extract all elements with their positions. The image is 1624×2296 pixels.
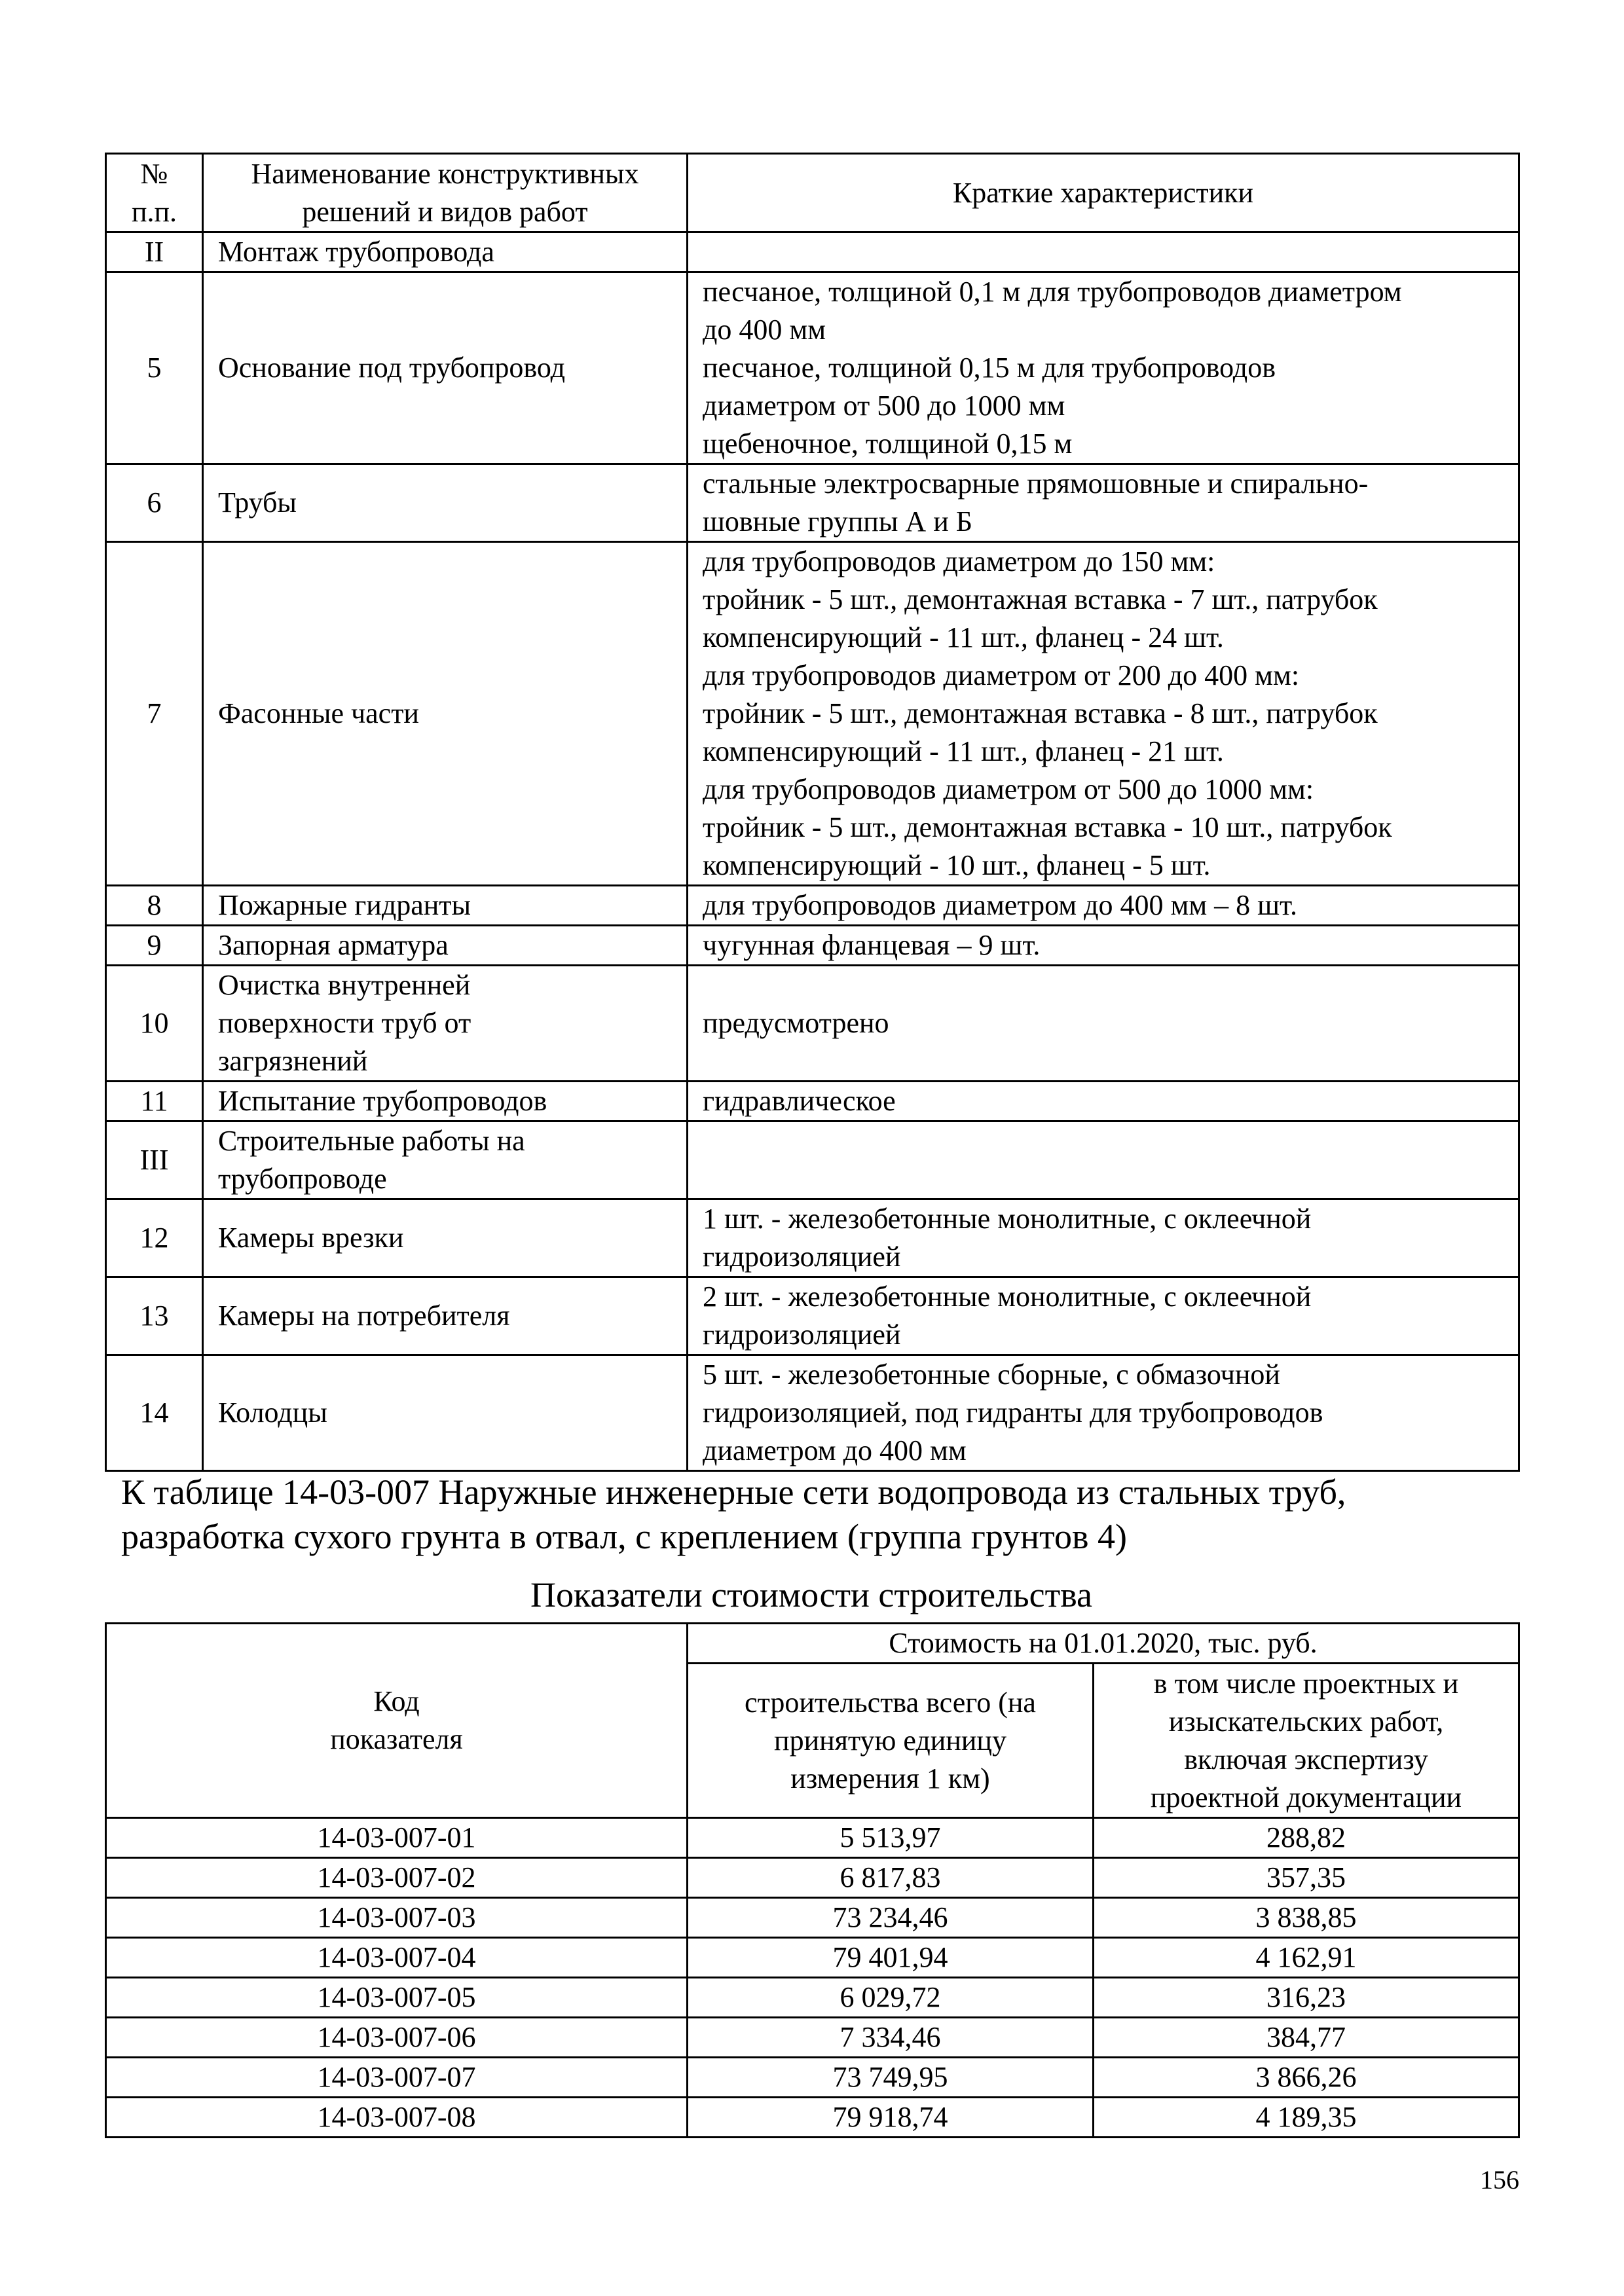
spec-row-desc [688, 272, 1519, 464]
spec-row-desc [688, 1121, 1519, 1199]
cell-line: песчаное, толщиной 0,15 м для трубопроводов [703, 352, 1276, 384]
header-text: строительства всего (на [745, 1686, 1036, 1719]
cell-line: Камеры врезки [218, 1222, 404, 1254]
cost-cell-code: 14-03-007-03 [106, 1898, 688, 1938]
header-text: проектной документации [1150, 1781, 1462, 1813]
cell-line: Основание под трубопровод [218, 352, 565, 384]
spec-row-name [203, 1199, 688, 1277]
cost-cell-design: 288,82 [1094, 1818, 1519, 1858]
cost-cell-design: 357,35 [1094, 1858, 1519, 1898]
spec-row [106, 1199, 1519, 1277]
cost-header-design [1094, 1664, 1519, 1818]
header-text: принятую единицу [774, 1724, 1006, 1757]
cost-cell-total: 79 918,74 [688, 2098, 1094, 2138]
header-text: № [140, 157, 168, 190]
cell-line: компенсирующий - 11 шт., фланец - 24 шт. [703, 621, 1224, 653]
spec-row-num: 9 [106, 926, 203, 966]
cost-cell-design: 3 866,26 [1094, 2058, 1519, 2098]
spec-row-num: 11 [106, 1082, 203, 1121]
cost-cell-code: 14-03-007-06 [106, 2018, 688, 2058]
cost-cell-code: 14-03-007-07 [106, 2058, 688, 2098]
cost-cell-total: 6 817,83 [688, 1858, 1094, 1898]
cost-row [106, 1858, 1519, 1898]
header-text: показателя [330, 1723, 463, 1755]
header-text: изыскательских работ, [1168, 1705, 1444, 1738]
cell-line: гидравлическое [703, 1085, 896, 1117]
cell-line: трубопроводе [218, 1163, 387, 1195]
cell-line: 2 шт. - железобетонные монолитные, с оклеечной [703, 1281, 1312, 1313]
cost-table-caption: Показатели стоимости строительства [530, 1575, 1092, 1614]
cost-cell-total: 79 401,94 [688, 1938, 1094, 1978]
spec-header-name [203, 154, 688, 232]
cost-header-total [688, 1664, 1094, 1818]
cell-line: стальные электросварные прямошовные и спирально- [703, 467, 1369, 500]
cost-row [106, 2018, 1519, 2058]
spec-row-name [203, 1082, 688, 1121]
cell-line: песчаное, толщиной 0,1 м для трубопроводов диаметром [703, 276, 1402, 308]
spec-row-name [203, 926, 688, 966]
cell-line: для трубопроводов диаметром до 150 мм: [703, 545, 1215, 577]
cell-line: тройник - 5 шт., демонтажная вставка - 7 шт., патрубок [703, 583, 1378, 615]
cost-cell-total: 73 234,46 [688, 1898, 1094, 1938]
cell-line: 1 шт. - железобетонные монолитные, с оклеечной [703, 1203, 1312, 1235]
cell-line: Пожарные гидранты [218, 889, 471, 921]
spec-row-name [203, 1277, 688, 1355]
spec-row-desc [688, 926, 1519, 966]
spec-row [106, 926, 1519, 966]
cell-line: тройник - 5 шт., демонтажная вставка - 8 шт., патрубок [703, 697, 1378, 729]
spec-row [106, 966, 1519, 1082]
cell-line: тройник - 5 шт., демонтажная вставка - 10 шт., патрубок [703, 811, 1392, 843]
spec-row-num: 7 [106, 542, 203, 886]
spec-row-num: 14 [106, 1355, 203, 1471]
header-text: п.п. [131, 195, 177, 228]
spec-header-row [106, 154, 1519, 232]
spec-row [106, 1277, 1519, 1355]
spec-row-name [203, 464, 688, 542]
spec-row-name [203, 1355, 688, 1471]
cell-line: компенсирующий - 11 шт., фланец - 21 шт. [703, 735, 1224, 767]
spec-header-num [106, 154, 203, 232]
cost-cell-total: 6 029,72 [688, 1978, 1094, 2018]
cell-line: загрязнений [218, 1045, 368, 1077]
header-text: Код [373, 1685, 420, 1717]
cost-cell-design: 4 189,35 [1094, 2098, 1519, 2138]
cell-line: диаметром от 500 до 1000 мм [703, 390, 1065, 422]
page-number: 156 [1480, 2165, 1519, 2195]
cell-line: чугунная фланцевая – 9 шт. [703, 929, 1041, 961]
cost-header-group: Стоимость на 01.01.2020, тыс. руб. [688, 1624, 1519, 1664]
header-text: в том числе проектных и [1153, 1667, 1459, 1700]
spec-row-num: 8 [106, 886, 203, 926]
cell-line: до 400 мм [703, 314, 826, 346]
spec-row-name [203, 966, 688, 1082]
header-text: измерения 1 км) [790, 1762, 990, 1795]
spec-row [106, 464, 1519, 542]
cost-cell-design: 316,23 [1094, 1978, 1519, 2018]
cost-header-row [106, 1624, 1519, 1664]
spec-row [106, 1121, 1519, 1199]
cost-row [106, 2098, 1519, 2138]
header-text: Наименование конструктивных [251, 157, 639, 190]
cost-header-code [106, 1624, 688, 1818]
cell-line: Трубы [218, 486, 297, 519]
heading-line: К таблице 14-03-007 Наружные инженерные сети водопровода из стальных труб, [121, 1472, 1346, 1512]
cost-cell-design: 3 838,85 [1094, 1898, 1519, 1938]
spec-row [106, 1082, 1519, 1121]
spec-row-num: III [106, 1121, 203, 1199]
spec-row-desc [688, 1355, 1519, 1471]
cost-table [105, 1622, 1520, 2138]
cost-row [106, 1938, 1519, 1978]
spec-row-desc [688, 886, 1519, 926]
cost-cell-code: 14-03-007-01 [106, 1818, 688, 1858]
cost-row [106, 1898, 1519, 1938]
spec-row-name [203, 1121, 688, 1199]
spec-row-num: 5 [106, 272, 203, 464]
cost-cell-total: 73 749,95 [688, 2058, 1094, 2098]
cost-cell-design: 384,77 [1094, 2018, 1519, 2058]
spec-row [106, 542, 1519, 886]
spec-row-name [203, 272, 688, 464]
cell-line: диаметром до 400 мм [703, 1434, 967, 1467]
spec-row-name [203, 886, 688, 926]
cell-line: для трубопроводов диаметром от 500 до 1000 мм: [703, 773, 1314, 805]
cell-line: гидроизоляцией [703, 1241, 901, 1273]
cost-cell-code: 14-03-007-05 [106, 1978, 688, 2018]
cost-cell-design: 4 162,91 [1094, 1938, 1519, 1978]
cell-line: Монтаж трубопровода [218, 236, 494, 268]
spec-row-desc [688, 542, 1519, 886]
spec-row-desc [688, 1082, 1519, 1121]
cost-cell-code: 14-03-007-02 [106, 1858, 688, 1898]
spec-row-name [203, 232, 688, 272]
cost-row [106, 2058, 1519, 2098]
cell-line: Испытание трубопроводов [218, 1085, 547, 1117]
cell-line: для трубопроводов диаметром от 200 до 400 мм: [703, 659, 1300, 691]
cell-line: предусмотрено [703, 1007, 889, 1039]
spec-row [106, 886, 1519, 926]
header-text: включая экспертизу [1184, 1743, 1428, 1776]
cost-cell-total: 7 334,46 [688, 2018, 1094, 2058]
spec-table [105, 153, 1520, 1472]
cell-line: гидроизоляцией [703, 1319, 901, 1351]
cost-cell-total: 5 513,97 [688, 1818, 1094, 1858]
spec-row [106, 232, 1519, 272]
spec-row-desc [688, 1277, 1519, 1355]
header-text: решений и видов работ [302, 195, 588, 228]
spec-row [106, 272, 1519, 464]
cell-line: Запорная арматура [218, 929, 449, 961]
cell-line: шовные группы А и Б [703, 505, 973, 538]
spec-row-num: II [106, 232, 203, 272]
spec-row-num: 6 [106, 464, 203, 542]
cell-line: Фасонные части [218, 697, 419, 729]
cost-row [106, 1978, 1519, 2018]
section-heading [121, 1470, 1522, 1559]
cell-line: Камеры на потребителя [218, 1300, 510, 1332]
cell-line: Очистка внутренней [218, 969, 471, 1001]
spec-row-num: 13 [106, 1277, 203, 1355]
spec-row-name [203, 542, 688, 886]
heading-line: разработка сухого грунта в отвал, с креплением (группа грунтов 4) [121, 1517, 1127, 1556]
cell-line: для трубопроводов диаметром до 400 мм – 8 шт. [703, 889, 1297, 921]
cost-cell-code: 14-03-007-04 [106, 1938, 688, 1978]
cell-line: щебеночное, толщиной 0,15 м [703, 428, 1073, 460]
spec-header-desc: Краткие характеристики [688, 154, 1519, 232]
spec-row-desc [688, 1199, 1519, 1277]
spec-row-desc [688, 966, 1519, 1082]
cell-line: Строительные работы на [218, 1125, 525, 1157]
cell-line: компенсирующий - 10 шт., фланец - 5 шт. [703, 849, 1211, 881]
spec-row [106, 1355, 1519, 1471]
cell-line: гидроизоляцией, под гидранты для трубопроводов [703, 1396, 1323, 1429]
cell-line: Колодцы [218, 1396, 327, 1429]
cost-cell-code: 14-03-007-08 [106, 2098, 688, 2138]
cost-row [106, 1818, 1519, 1858]
spec-row-num: 12 [106, 1199, 203, 1277]
spec-row-num: 10 [106, 966, 203, 1082]
spec-row-desc [688, 464, 1519, 542]
cell-line: 5 шт. - железобетонные сборные, с обмазочной [703, 1358, 1280, 1391]
spec-row-desc [688, 232, 1519, 272]
cell-line: поверхности труб от [218, 1007, 471, 1039]
